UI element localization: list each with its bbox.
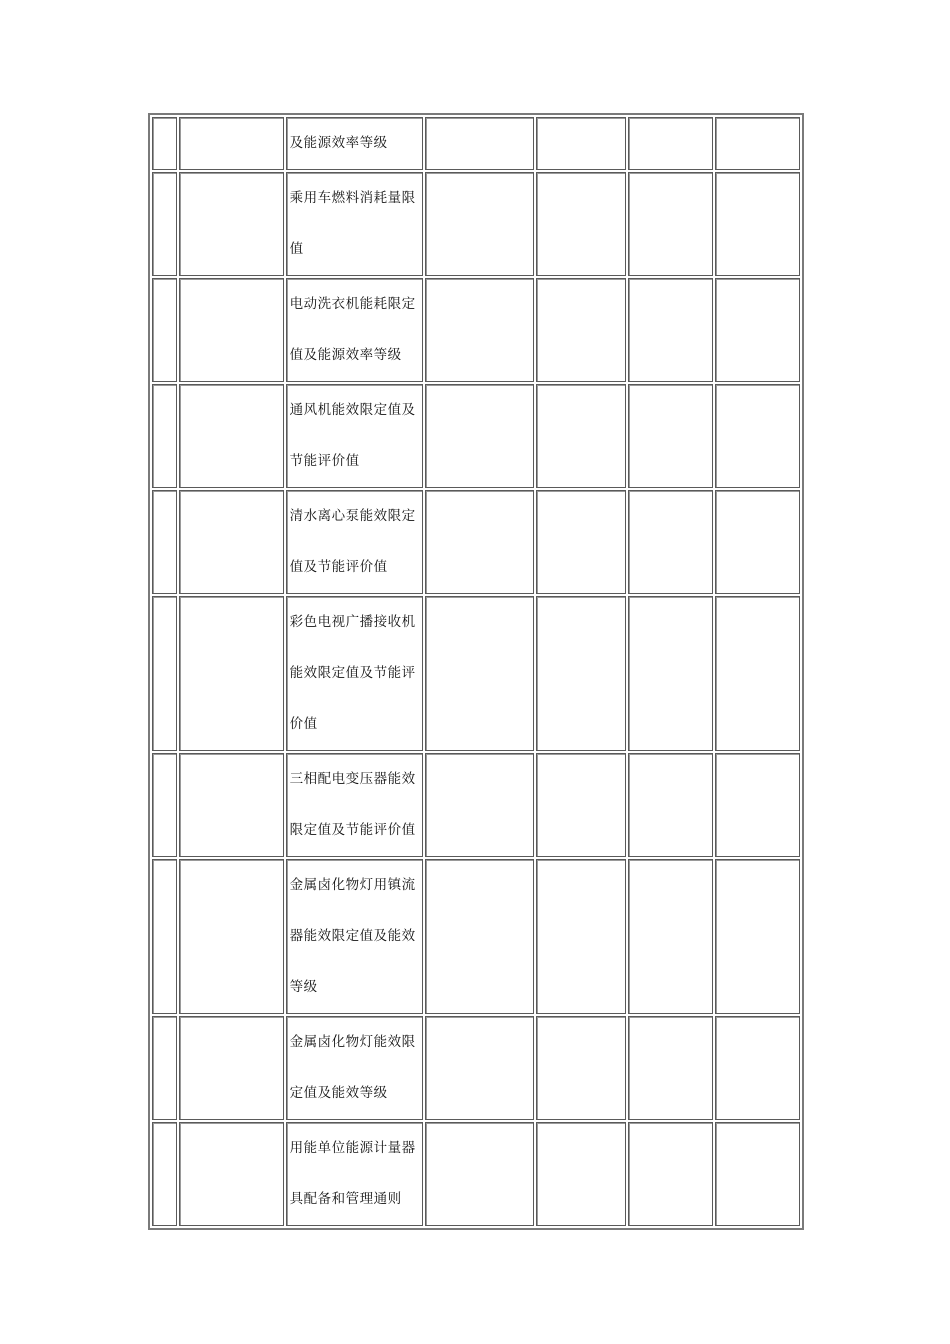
empty-cell bbox=[628, 753, 713, 857]
index-cell bbox=[152, 278, 177, 382]
index-cell bbox=[152, 490, 177, 594]
table-row bbox=[152, 1016, 800, 1120]
code-cell bbox=[179, 384, 283, 488]
code-cell bbox=[179, 117, 283, 170]
empty-cell bbox=[715, 490, 800, 594]
empty-cell bbox=[425, 172, 533, 276]
empty-cell bbox=[425, 596, 533, 751]
empty-cell bbox=[628, 596, 713, 751]
empty-cell bbox=[536, 172, 626, 276]
empty-cell bbox=[536, 117, 626, 170]
index-cell bbox=[152, 1122, 177, 1226]
table-row bbox=[152, 753, 800, 857]
code-cell bbox=[179, 753, 283, 857]
standard-name-cell: 彩色电视广播接收机能效限定值及节能评价值 bbox=[286, 596, 424, 751]
empty-cell bbox=[628, 1122, 713, 1226]
standard-name-cell: 金属卤化物灯用镇流器能效限定值及能效等级 bbox=[286, 859, 424, 1014]
code-cell bbox=[179, 596, 283, 751]
standard-name-cell: 清水离心泵能效限定值及节能评价值 bbox=[286, 490, 424, 594]
empty-cell bbox=[536, 753, 626, 857]
standard-name-cell: 及能源效率等级 bbox=[286, 117, 424, 170]
table-row bbox=[152, 117, 800, 170]
index-cell bbox=[152, 384, 177, 488]
empty-cell bbox=[628, 172, 713, 276]
empty-cell bbox=[536, 384, 626, 488]
index-cell bbox=[152, 753, 177, 857]
standard-name-cell: 金属卤化物灯能效限定值及能效等级 bbox=[286, 1016, 424, 1120]
code-cell bbox=[179, 490, 283, 594]
empty-cell bbox=[715, 1122, 800, 1226]
standard-name-cell: 通风机能效限定值及节能评价值 bbox=[286, 384, 424, 488]
empty-cell bbox=[715, 596, 800, 751]
empty-cell bbox=[425, 278, 533, 382]
empty-cell bbox=[715, 117, 800, 170]
standard-name-cell: 电动洗衣机能耗限定值及能源效率等级 bbox=[286, 278, 424, 382]
empty-cell bbox=[425, 384, 533, 488]
index-cell bbox=[152, 1016, 177, 1120]
table-row bbox=[152, 859, 800, 1014]
empty-cell bbox=[425, 117, 533, 170]
standard-name-cell: 用能单位能源计量器具配备和管理通则 bbox=[286, 1122, 424, 1226]
empty-cell bbox=[425, 753, 533, 857]
index-cell bbox=[152, 172, 177, 276]
empty-cell bbox=[536, 490, 626, 594]
empty-cell bbox=[628, 278, 713, 382]
empty-cell bbox=[715, 753, 800, 857]
code-cell bbox=[179, 278, 283, 382]
code-cell bbox=[179, 1122, 283, 1226]
index-cell bbox=[152, 859, 177, 1014]
empty-cell bbox=[536, 278, 626, 382]
table-row bbox=[152, 384, 800, 488]
empty-cell bbox=[715, 384, 800, 488]
empty-cell bbox=[715, 859, 800, 1014]
empty-cell bbox=[628, 384, 713, 488]
code-cell bbox=[179, 859, 283, 1014]
index-cell bbox=[152, 596, 177, 751]
empty-cell bbox=[425, 1016, 533, 1120]
table-row bbox=[152, 1122, 800, 1226]
table-body bbox=[152, 117, 800, 1226]
empty-cell bbox=[425, 490, 533, 594]
standard-name-cell: 乘用车燃料消耗量限值 bbox=[286, 172, 424, 276]
empty-cell bbox=[536, 859, 626, 1014]
empty-cell bbox=[715, 278, 800, 382]
empty-cell bbox=[536, 1016, 626, 1120]
table-row bbox=[152, 490, 800, 594]
empty-cell bbox=[425, 1122, 533, 1226]
empty-cell bbox=[536, 596, 626, 751]
code-cell bbox=[179, 172, 283, 276]
empty-cell bbox=[425, 859, 533, 1014]
table-row bbox=[152, 596, 800, 751]
table-row bbox=[152, 172, 800, 276]
standard-name-cell: 三相配电变压器能效限定值及节能评价值 bbox=[286, 753, 424, 857]
index-cell bbox=[152, 117, 177, 170]
table-row bbox=[152, 278, 800, 382]
empty-cell bbox=[715, 1016, 800, 1120]
empty-cell bbox=[715, 172, 800, 276]
empty-cell bbox=[628, 859, 713, 1014]
code-cell bbox=[179, 1016, 283, 1120]
empty-cell bbox=[628, 1016, 713, 1120]
empty-cell bbox=[628, 490, 713, 594]
empty-cell bbox=[628, 117, 713, 170]
empty-cell bbox=[536, 1122, 626, 1226]
standards-table bbox=[148, 113, 804, 1230]
